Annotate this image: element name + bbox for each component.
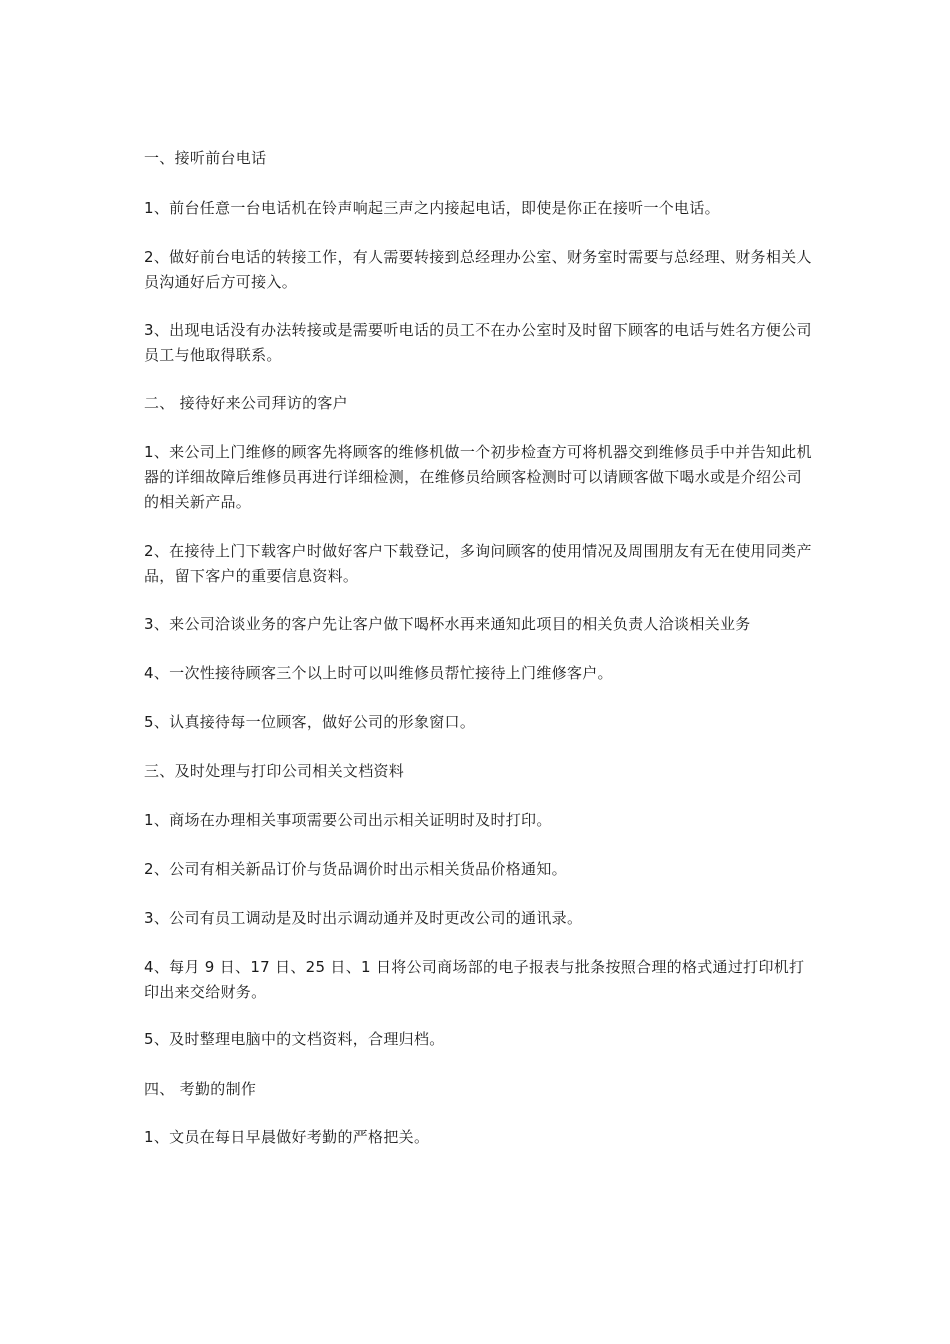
paragraph-2-1: 1、来公司上门维修的顾客先将顾客的维修机做一个初步检查方可将机器交到维修员手中并告知此机器的详细故障后维修员再进行详细检测，在维修员给顾客检测时可以请顾客做下喝水或是介绍公司的相关新产品。 <box>144 443 812 511</box>
paragraph-3-5: 5、及时整理电脑中的文档资料，合理归档。 <box>144 1030 445 1048</box>
paragraph-2-5: 5、认真接待每一位顾客，做好公司的形象窗口。 <box>144 713 476 731</box>
section-heading-4: 四、 考勤的制作 <box>144 1080 257 1098</box>
paragraph-3-3: 3、公司有员工调动是及时出示调动通并及时更改公司的通讯录。 <box>144 909 583 927</box>
paragraph-1-3: 3、出现电话没有办法转接或是需要听电话的员工不在办公室时及时留下顾客的电话与姓名方便公司员工与他取得联系。 <box>144 321 812 364</box>
section-heading-1: 一、接听前台电话 <box>144 149 267 167</box>
section-heading-2: 二、 接待好来公司拜访的客户 <box>144 394 348 412</box>
paragraph-3-1: 1、商场在办理相关事项需要公司出示相关证明时及时打印。 <box>144 811 552 829</box>
paragraph-1-2: 2、做好前台电话的转接工作，有人需要转接到总经理办公室、财务室时需要与总经理、财务相关人员沟通好后方可接入。 <box>144 248 812 291</box>
paragraph-2-2: 2、在接待上门下载客户时做好客户下载登记，多询问顾客的使用情况及周围朋友有无在使用同类产品，留下客户的重要信息资料。 <box>144 542 812 585</box>
paragraph-2-4: 4、一次性接待顾客三个以上时可以叫维修员帮忙接待上门维修客户。 <box>144 664 613 682</box>
paragraph-1-1: 1、前台任意一台电话机在铃声响起三声之内接起电话，即使是你正在接听一个电话。 <box>144 199 720 217</box>
document-page <box>144 146 816 1150</box>
paragraph-3-4: 4、每月 9 日、17 日、25 日、1 日将公司商场部的电子报表与批条按照合理的格式通过打印机打印出来交给财务。 <box>144 958 805 1001</box>
paragraph-3-2: 2、公司有相关新品订价与货品调价时出示相关货品价格通知。 <box>144 860 567 878</box>
paragraph-4-1: 1、文员在每日早晨做好考勤的严格把关。 <box>144 1128 430 1146</box>
paragraph-2-3: 3、来公司洽谈业务的客户先让客户做下喝杯水再来通知此项目的相关负责人洽谈相关业务 <box>144 615 751 633</box>
section-heading-3: 三、及时处理与打印公司相关文档资料 <box>144 762 405 780</box>
